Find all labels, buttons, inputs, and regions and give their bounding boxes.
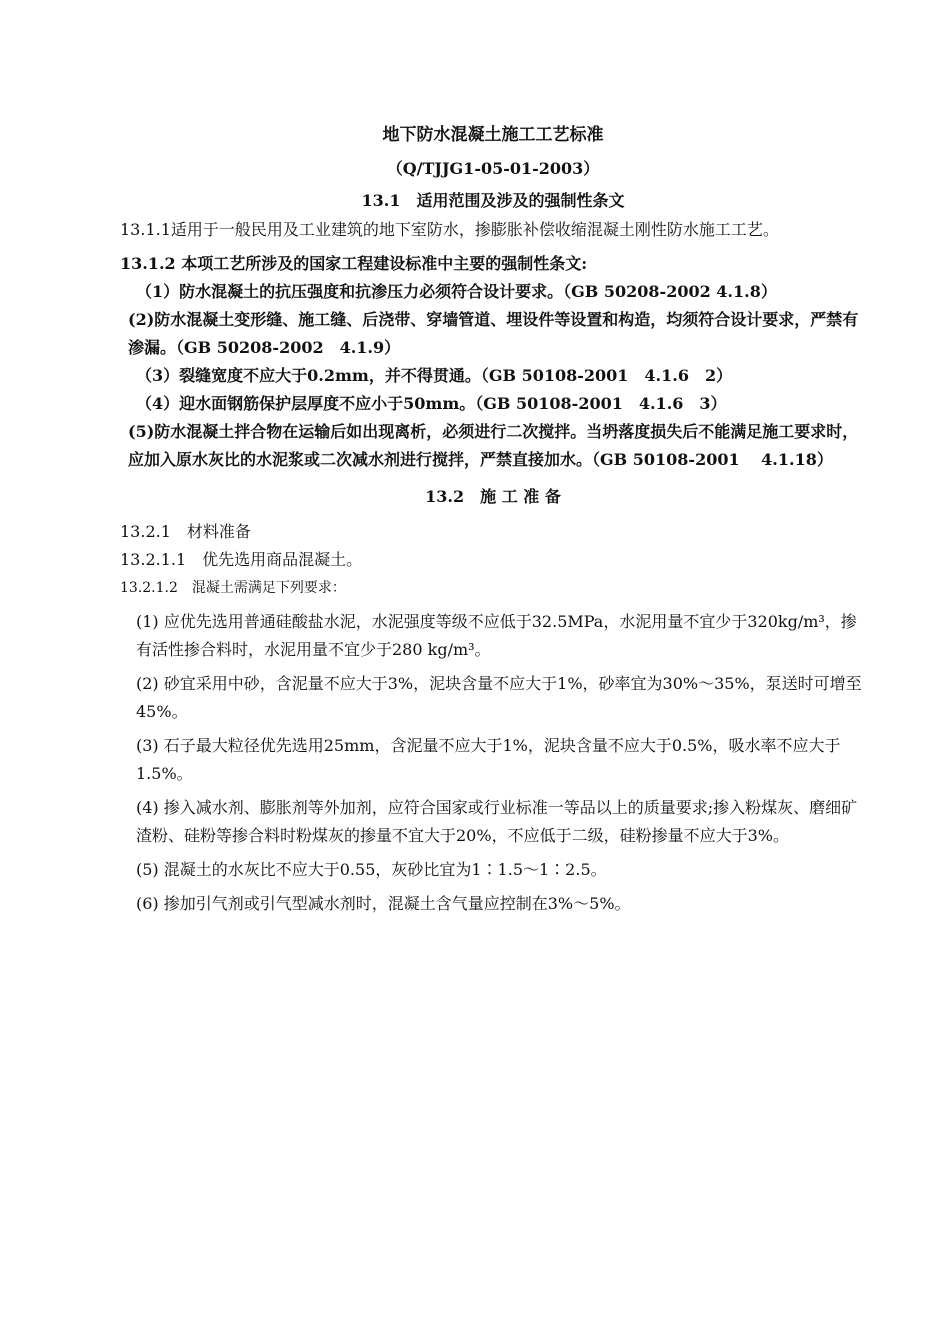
section-13-1-item-1: 13.1.1适用于一般民用及工业建筑的地下室防水，掺膨胀补偿收缩混凝土刚性防水施工工艺。	[120, 220, 779, 239]
section-13-1-item-5: （3）裂缝宽度不应大于0.2mm，并不得贯通。（GB 50108-2001 4.1.6 2）	[136, 366, 733, 385]
section-13-2-item-2: 13.2.1.1 优先选用商品混凝土。	[120, 550, 363, 569]
section-13-2-heading: 13.2 施 工 准 备	[425, 487, 561, 506]
requirement-2: (2) 砂宜采用中砂，含泥量不应大于3%，泥块含量不应大于1%，砂率宜为30%～35%，泵送时可增至45%。	[136, 674, 862, 721]
document-title: 地下防水混凝土施工工艺标准	[382, 125, 604, 145]
document-content	[120, 120, 866, 918]
section-13-1-item-2: 13.1.2 本项工艺所涉及的国家工程建设标准中主要的强制性条文:	[120, 254, 588, 273]
requirement-4: (4) 掺入减水剂、膨胀剂等外加剂，应符合国家或行业标准一等品以上的质量要求;掺入粉煤灰、磨细矿渣粉、硅粉等掺合料时粉煤灰的掺量不宜大于20%，不应低于二级，硅粉掺量不应大于3%。	[136, 798, 858, 845]
section-13-1-item-6: （4）迎水面钢筋保护层厚度不应小于50mm。（GB 50108-2001 4.1.6 3）	[136, 394, 727, 413]
requirement-3: (3) 石子最大粒径优先选用25mm，含泥量不应大于1%，泥块含量不应大于0.5%，吸水率不应大于1.5%。	[136, 736, 841, 783]
section-13-1-item-7: (5)防水混凝土拌合物在运输后如出现离析，必须进行二次搅拌。当坍落度损失后不能满足施工要求时，应加入原水灰比的水泥浆或二次减水剂进行搅拌，严禁直接加水。（GB 50108-2001 4.1.18）	[128, 422, 859, 469]
document-code: （Q/TJJG1-05-01-2003）	[386, 159, 600, 178]
section-13-1-item-4: (2)防水混凝土变形缝、施工缝、后浇带、穿墙管道、埋设件等设置和构造，均须符合设计要求，严禁有渗漏。（GB 50208-2002 4.1.9）	[128, 310, 859, 357]
section-13-2-item-3: 13.2.1.2 混凝土需满足下列要求：	[120, 580, 346, 596]
requirement-1: (1) 应优先选用普通硅酸盐水泥，水泥强度等级不应低于32.5MPa，水泥用量不宜少于320kg/m³，掺有活性掺合料时，水泥用量不宜少于280 kg/m³。	[136, 612, 857, 659]
requirement-5: (5) 混凝土的水灰比不应大于0.55，灰砂比宜为1∶1.5～1∶2.5。	[136, 860, 607, 879]
requirement-6: (6) 掺加引气剂或引气型减水剂时，混凝土含气量应控制在3%～5%。	[136, 894, 631, 913]
section-13-1-heading: 13.1 适用范围及涉及的强制性条文	[361, 191, 625, 210]
section-13-2-item-1: 13.2.1 材料准备	[120, 522, 251, 541]
section-13-1-item-3: （1）防水混凝土的抗压强度和抗渗压力必须符合设计要求。（GB 50208-2002 4.1.8）	[136, 282, 777, 301]
